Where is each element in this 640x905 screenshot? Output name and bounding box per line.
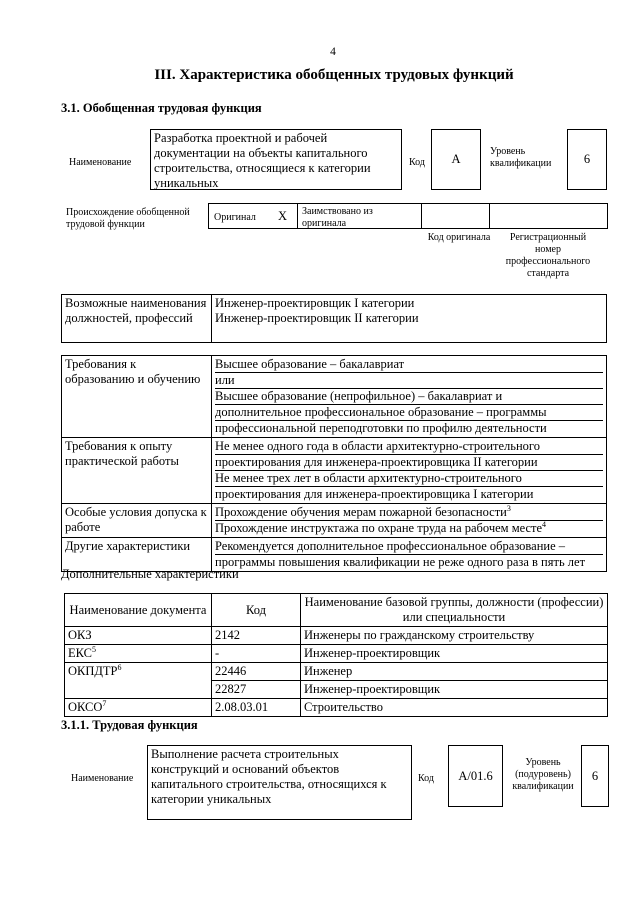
tf-name-label: Наименование [71,773,134,784]
req-line: программы повышения квалификации не реже одного раза в пять лет [215,555,586,569]
req-experience-label: Требования к опыту практической работы [62,438,212,504]
footnote-ref: 5 [92,644,96,654]
table-row [65,645,608,663]
additional-title: Дополнительные характеристики [61,567,239,581]
req-other-value [212,538,607,572]
divider [297,203,298,229]
doc-name: ОКПДТР [68,664,118,678]
tf-name-value: Выполнение расчета строительных конструкций и оснований объектов капитального строительства, относящихся к категории уникальных [147,745,412,820]
doc-cell [65,699,212,717]
divider [421,203,422,229]
doc-cell [65,627,212,645]
req-text: Прохождение обучения мерам пожарной безопасности [215,505,507,519]
gtf-level-value: 6 [567,129,607,190]
doc-cell [65,645,212,663]
req-line: Высшее образование (непрофильное) – бакалавриат и [215,389,603,405]
additional-table [64,593,608,717]
req-conditions-label: Особые условия допуска к работе [62,504,212,538]
req-other-label: Другие характеристики [62,538,212,572]
tf-code-value: А/01.6 [448,745,503,807]
page-number: 4 [330,46,336,58]
origin-table [208,203,608,229]
req-line: профессиональной переподготовки по профилю деятельности [215,421,547,435]
requirements-table [61,355,607,572]
doc-cell [65,663,212,699]
req-line: или [215,373,603,389]
tf-level-label: Уровень (подуровень) квалификации [512,757,574,792]
table-row [65,663,608,681]
positions-values [212,295,607,343]
group-cell: Инженеры по гражданскому строительству [301,627,608,645]
table-row [65,627,608,645]
req-line: дополнительное профессиональное образование – программы [215,405,603,421]
req-education-value [212,356,607,438]
header-code: Код [212,594,301,627]
req-line: Высшее образование – бакалавриат [215,357,603,373]
group-cell: Инженер-проектировщик [301,681,608,699]
table-row [65,699,608,717]
req-line: Не менее трех лет в области архитектурно-строительного [215,471,603,487]
footnote-ref: 3 [506,503,511,513]
doc-name: ЕКС [68,646,92,660]
code-cell: 22446 [212,663,301,681]
header-group: Наименование базовой группы, должности (профессии) или специальности [301,594,608,627]
position-item: Инженер-проектировщик I категории [215,296,415,310]
code-cell: 22827 [212,681,301,699]
tf-level-value: 6 [581,745,609,807]
footnote-ref: 7 [102,698,107,708]
footnote-ref: 4 [542,519,547,529]
original-mark: Х [278,209,288,223]
req-education-label: Требования к образованию и обучению [62,356,212,438]
req-line: проектирования для инженера-проектировщика II категории [215,455,603,471]
doc-name: ОКЗ [68,628,92,642]
tf-heading: 3.1.1. Трудовая функция [61,718,198,732]
gtf-name-label: Наименование [69,157,132,168]
req-line: Не менее одного года в области архитектурно-строительного [215,439,603,455]
req-experience-value [212,438,607,504]
section-title: III. Характеристика обобщенных трудовых функций [154,67,514,83]
gtf-heading: 3.1. Обобщенная трудовая функция [61,101,262,115]
original-label: Оригинал [214,212,256,223]
footnote-ref: 6 [117,662,122,672]
positions-table [61,294,607,343]
reg-number-label: Регистрационный номер профессионального стандарта [505,232,591,279]
code-cell: 2.08.03.01 [212,699,301,717]
code-original-label: Код оригинала [427,232,491,243]
gtf-level-label: Уровень квалификации [490,146,552,169]
group-cell: Строительство [301,699,608,717]
gtf-code-value: А [431,129,481,190]
tf-code-label: Код [418,773,434,784]
positions-label: Возможные наименования должностей, профессий [62,295,212,343]
borrowed-label: Заимствовано из оригинала [302,206,373,229]
doc-name: ОКСО [68,700,103,714]
req-line: проектирования для инженера-проектировщика I категории [215,487,534,501]
code-cell: 2142 [212,627,301,645]
req-conditions-value [212,504,607,538]
header-document: Наименование документа [65,594,212,627]
req-line [215,521,603,536]
position-item: Инженер-проектировщик II категории [215,311,419,325]
gtf-code-label: Код [409,157,425,168]
group-cell: Инженер [301,663,608,681]
origin-label: Происхождение обобщенной трудовой функции [66,207,190,230]
req-line [215,505,603,521]
req-line: Рекомендуется дополнительное профессиональное образование – [215,539,603,555]
divider [489,203,490,229]
code-cell: - [212,645,301,663]
gtf-name-value: Разработка проектной и рабочей документации на объекты капитального строительства, относящиеся к категории уникальных [150,129,402,190]
req-text: Прохождение инструктажа по охране труда на рабочем месте [215,521,543,535]
group-cell: Инженер-проектировщик [301,645,608,663]
